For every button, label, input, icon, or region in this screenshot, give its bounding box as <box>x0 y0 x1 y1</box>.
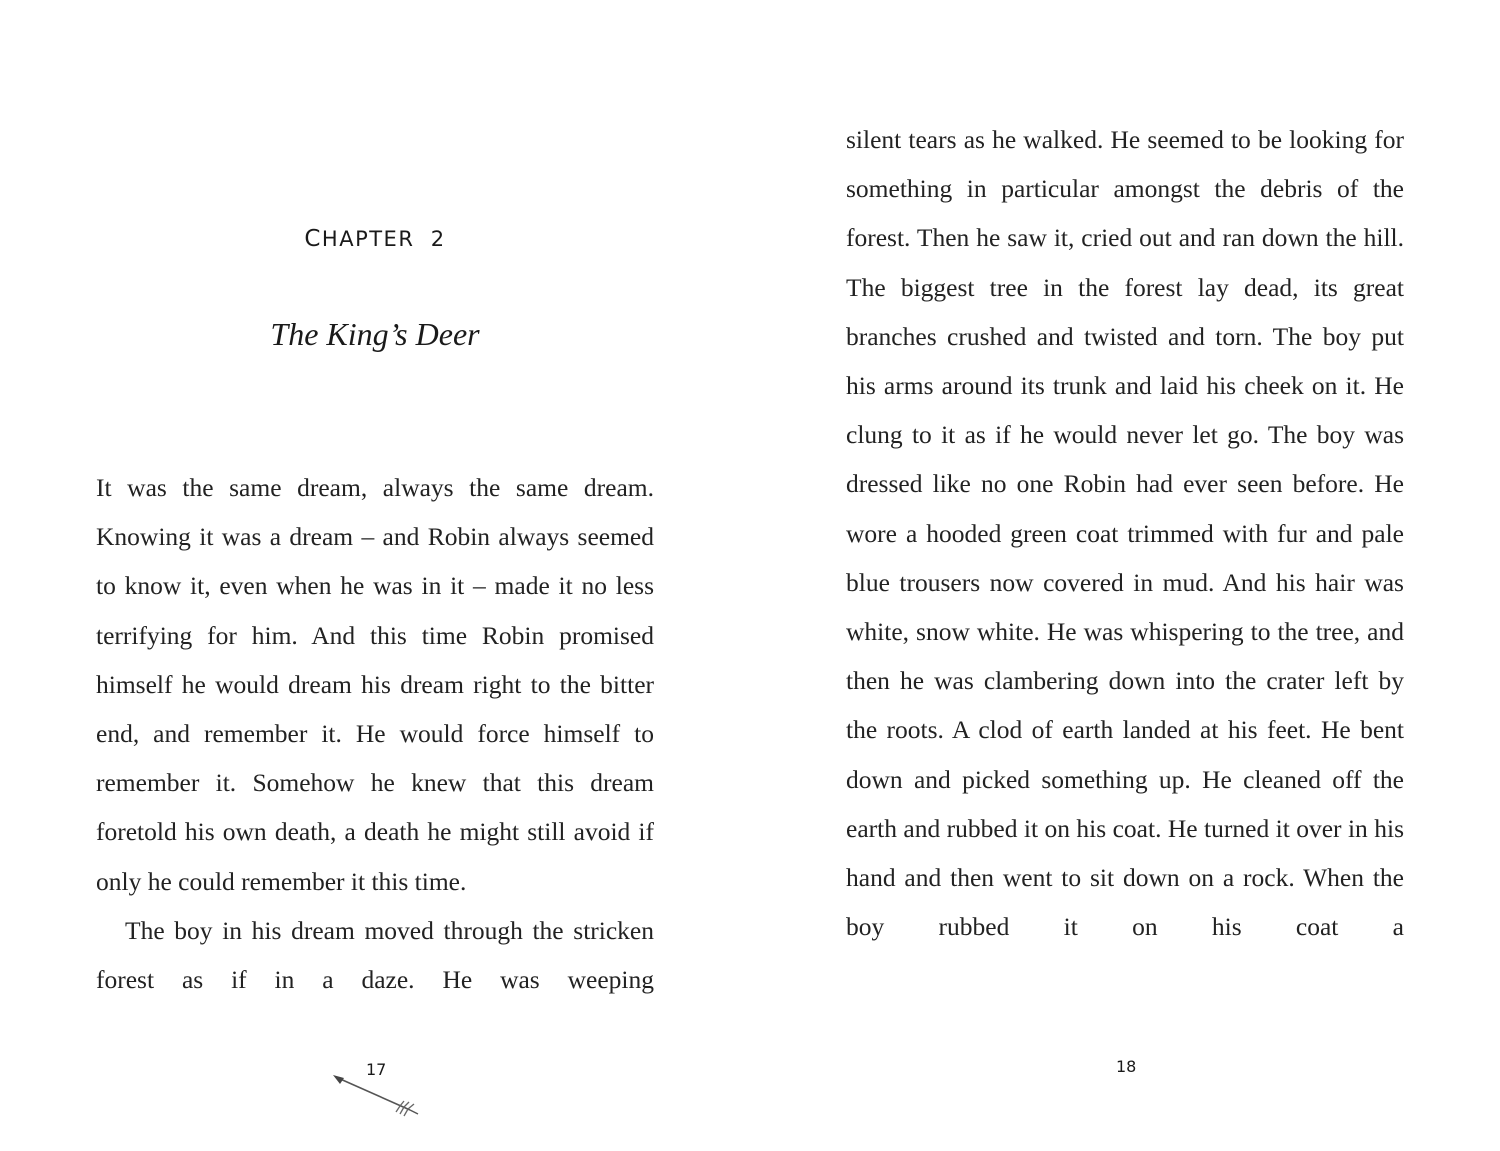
paragraph: silent tears as he walked. He seemed to be looking for something in particular amongst the debris of the forest. Then he saw it, cried out and ran down the hill. The biggest tree in the forest lay dead, its great branches crushed and twisted and torn. The boy put his arms around its trunk and laid his cheek on it. He clung to it as if he would never let go. The boy was dressed like no one Robin had ever seen before. He wore a hooded green coat trimmed with fur and pale blue trousers now covered in mud. And his hair was white, snow white. He was whispering to the tree, and then he was clambering down into the crater left by the roots. A clod of earth landed at his feet. He bent down and picked something up. He cleaned off the earth and rubbed it on his coat. He turned it over in his hand and then went to sit down on a rock. When the boy rubbed it on his coat a <box>846 125 1404 942</box>
chapter-number: 2 <box>430 227 446 251</box>
page-number: 17 <box>366 1060 387 1079</box>
chapter-label-initial: C <box>304 226 322 252</box>
paragraph: It was the same dream, always the same dream. Knowing it was a dream – and Robin always seemed to know it, even when he was in it – made it no less terrifying for him. And this time Robin promised himself he would dream his dream right to the bitter end, and remember it. He would force himself to remember it. Somehow he knew that this dream foretold his own death, a death he might still avoid if only he could remember it this time. <box>96 473 654 896</box>
chapter-label-word: HAPTER <box>321 227 415 251</box>
chapter-label <box>0 226 750 252</box>
chapter-title: The King’s Deer <box>270 316 480 352</box>
arrow-ornament-icon <box>330 1070 422 1118</box>
right-body-text <box>846 115 1404 951</box>
right-page <box>750 0 1500 1151</box>
left-body-text <box>96 463 654 1004</box>
page-number: 18 <box>1116 1057 1137 1076</box>
paragraph: The boy in his dream moved through the stricken forest as if in a daze. He was weeping <box>96 915 654 995</box>
